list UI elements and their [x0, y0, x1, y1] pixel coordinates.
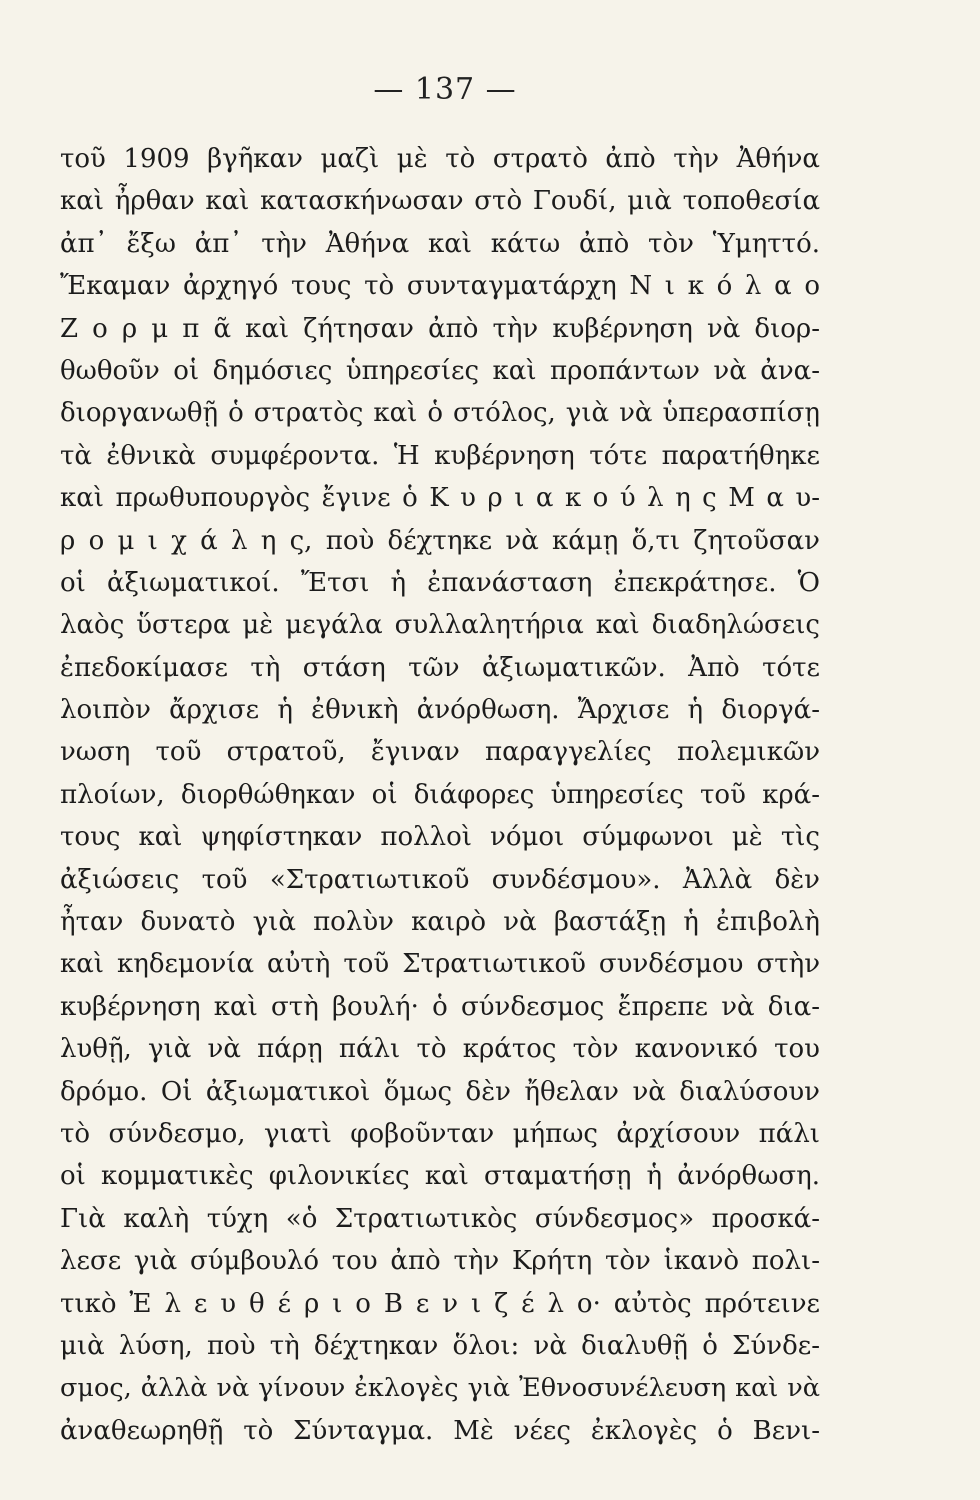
text-line: οἱ κομματικὲς φιλονικίες καὶ σταματήσῃ ἡ ἀνόρθωση.: [60, 1161, 820, 1192]
text-line: μιὰ λύση, ποὺ τὴ δέχτηκαν ὅλοι: νὰ διαλυθῇ ὁ Σύνδε-: [60, 1330, 820, 1361]
text-line: θωθοῦν οἱ δημόσιες ὑπηρεσίες καὶ προπάντων νὰ ἀνα-: [60, 355, 820, 386]
text-line: διοργανωθῇ ὁ στρατὸς καὶ ὁ στόλος, γιὰ νὰ ὑπερασπίσῃ: [60, 398, 820, 429]
text-line: ἦταν δυνατὸ γιὰ πολὺν καιρὸ νὰ βαστάξῃ ἡ ἐπιβολὴ: [60, 907, 820, 938]
text-line: τοῦ 1909 βγῆκαν μαζὶ μὲ τὸ στρατὸ ἀπὸ τὴν Ἀθήνα: [60, 144, 820, 174]
text-line: καὶ πρωθυπουργὸς ἔγινε ὁ Κ υ ρ ι α κ ο ύ λ η ς Μ α υ-: [60, 483, 820, 514]
text-line: καὶ ἦρθαν καὶ κατασκήνωσαν στὸ Γουδί, μιὰ τοποθεσία: [60, 186, 820, 217]
text-line: τους καὶ ψηφίστηκαν πολλοὶ νόμοι σύμφωνοι μὲ τὶς: [60, 822, 820, 853]
text-line: λαὸς ὕστερα μὲ μεγάλα συλλαλητήρια καὶ διαδηλώσεις: [60, 610, 820, 641]
text-line: οἱ ἀξιωματικοί. Ἔτσι ἡ ἐπανάσταση ἐπεκράτησε. Ὁ: [60, 567, 820, 598]
text-line: Γιὰ καλὴ τύχη «ὁ Στρατιωτικὸς σύνδεσμος» προσκά-: [60, 1203, 820, 1234]
page-number: — 137 —: [373, 72, 517, 107]
text-line: σμος, ἀλλὰ νὰ γίνουν ἐκλογὲς γιὰ Ἐθνοσυνέλευση καὶ νὰ: [60, 1373, 820, 1404]
text-line: τὰ ἐθνικὰ συμφέροντα. Ἡ κυβέρνηση τότε παρατήθηκε: [60, 440, 820, 471]
text-line: καὶ κηδεμονία αὐτὴ τοῦ Στρατιωτικοῦ συνδέσμου στὴν: [60, 949, 820, 980]
text-line: Ζ ο ρ μ π ᾶ καὶ ζήτησαν ἀπὸ τὴν κυβέρνηση νὰ διορ-: [60, 313, 820, 344]
text-line: ἀπ᾿ ἔξω ἀπ᾿ τὴν Ἀθήνα καὶ κάτω ἀπὸ τὸν Ὑμηττό.: [60, 228, 820, 259]
text-line: λυθῇ, γιὰ νὰ πάρῃ πάλι τὸ κράτος τὸν κανονικό του: [60, 1034, 820, 1065]
text-line: κυβέρνηση καὶ στὴ βουλή· ὁ σύνδεσμος ἔπρεπε νὰ δια-: [60, 991, 820, 1022]
text-line: νωση τοῦ στρατοῦ, ἔγιναν παραγγελίες πολεμικῶν: [60, 737, 820, 768]
text-line: πλοίων, διορθώθηκαν οἱ διάφορες ὑπηρεσίες τοῦ κρά-: [60, 779, 820, 810]
text-line: ρ ο μ ι χ ά λ η ς, ποὺ δέχτηκε νὰ κάμῃ ὅ,τι ζητοῦσαν: [60, 525, 820, 556]
text-line: τικὸ Ἐ λ ε υ θ έ ρ ι ο Β ε ν ι ζ έ λ ο· αὐτὸς πρότεινε: [60, 1288, 820, 1319]
text-line: ἀναθεωρηθῇ τὸ Σύνταγμα. Μὲ νέες ἐκλογὲς ὁ Βενι-: [60, 1415, 820, 1446]
text-line: Ἔκαμαν ἀρχηγό τους τὸ συνταγματάρχη Ν ι κ ό λ α ο: [60, 271, 820, 302]
text-line: λοιπὸν ἄρχισε ἡ ἐθνικὴ ἀνόρθωση. Ἄρχισε ἡ διοργά-: [60, 695, 820, 726]
text-line: δρόμο. Οἱ ἀξιωματικοὶ ὅμως δὲν ἤθελαν νὰ διαλύσουν: [60, 1076, 820, 1107]
text-line: ἀξιώσεις τοῦ «Στρατιωτικοῦ συνδέσμου». Ἀλλὰ δὲν: [60, 864, 820, 895]
text-line: ἐπεδοκίμασε τὴ στάση τῶν ἀξιωματικῶν. Ἀπὸ τότε: [60, 652, 820, 683]
text-line: τὸ σύνδεσμο, γιατὶ φοβοῦνταν μήπως ἀρχίσουν πάλι: [60, 1118, 820, 1149]
text-line: λεσε γιὰ σύμβουλό του ἀπὸ τὴν Κρήτη τὸν ἱκανὸ πολι-: [60, 1246, 820, 1277]
body-text: [60, 138, 820, 1452]
